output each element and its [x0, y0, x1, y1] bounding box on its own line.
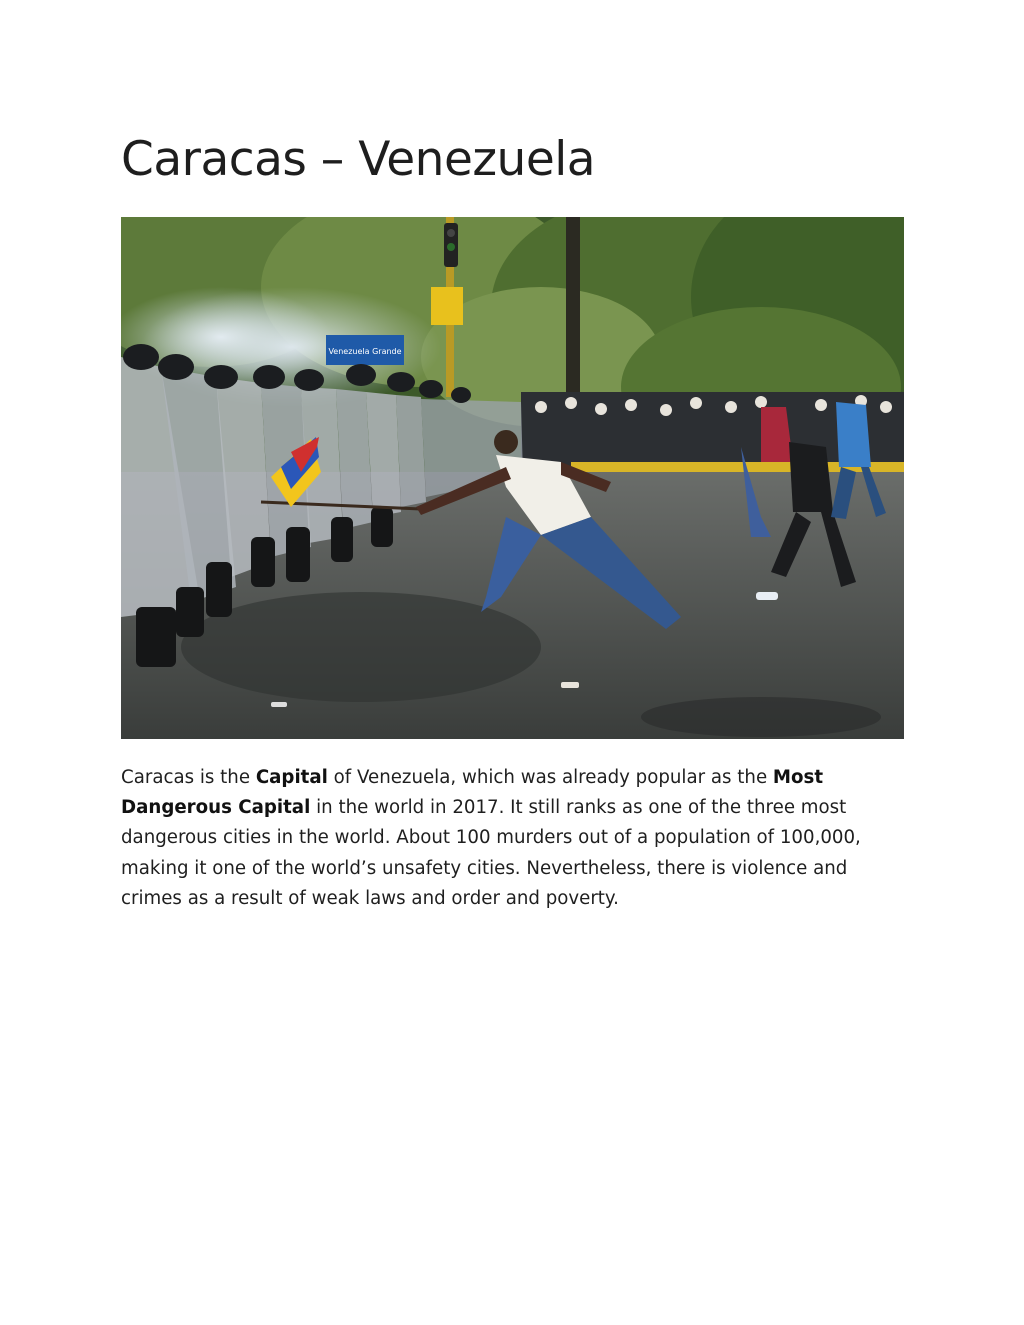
paragraph-text-1: Caracas is the	[121, 767, 256, 788]
page-title: Caracas – Venezuela	[121, 132, 596, 187]
street-sign-text: Venezuela Grande	[328, 347, 402, 356]
article-paragraph	[121, 763, 907, 914]
protest-photo	[121, 217, 904, 739]
paragraph-text-3: in the world in 2017. It still ranks as one of the three most dangerous cities in the world. About 100 murders out of a population of 100,000, making it one of the world’s unsafety cities. Nevertheless, there is violence and crimes as a result of weak laws and order and poverty.	[121, 797, 861, 909]
paragraph-bold-most-dangerous: Most Dangerous Capital	[121, 767, 824, 819]
paragraph-bold-capital: Capital	[255, 767, 328, 788]
paragraph-text-2: of Venezuela, which was already popular as the	[327, 767, 773, 788]
